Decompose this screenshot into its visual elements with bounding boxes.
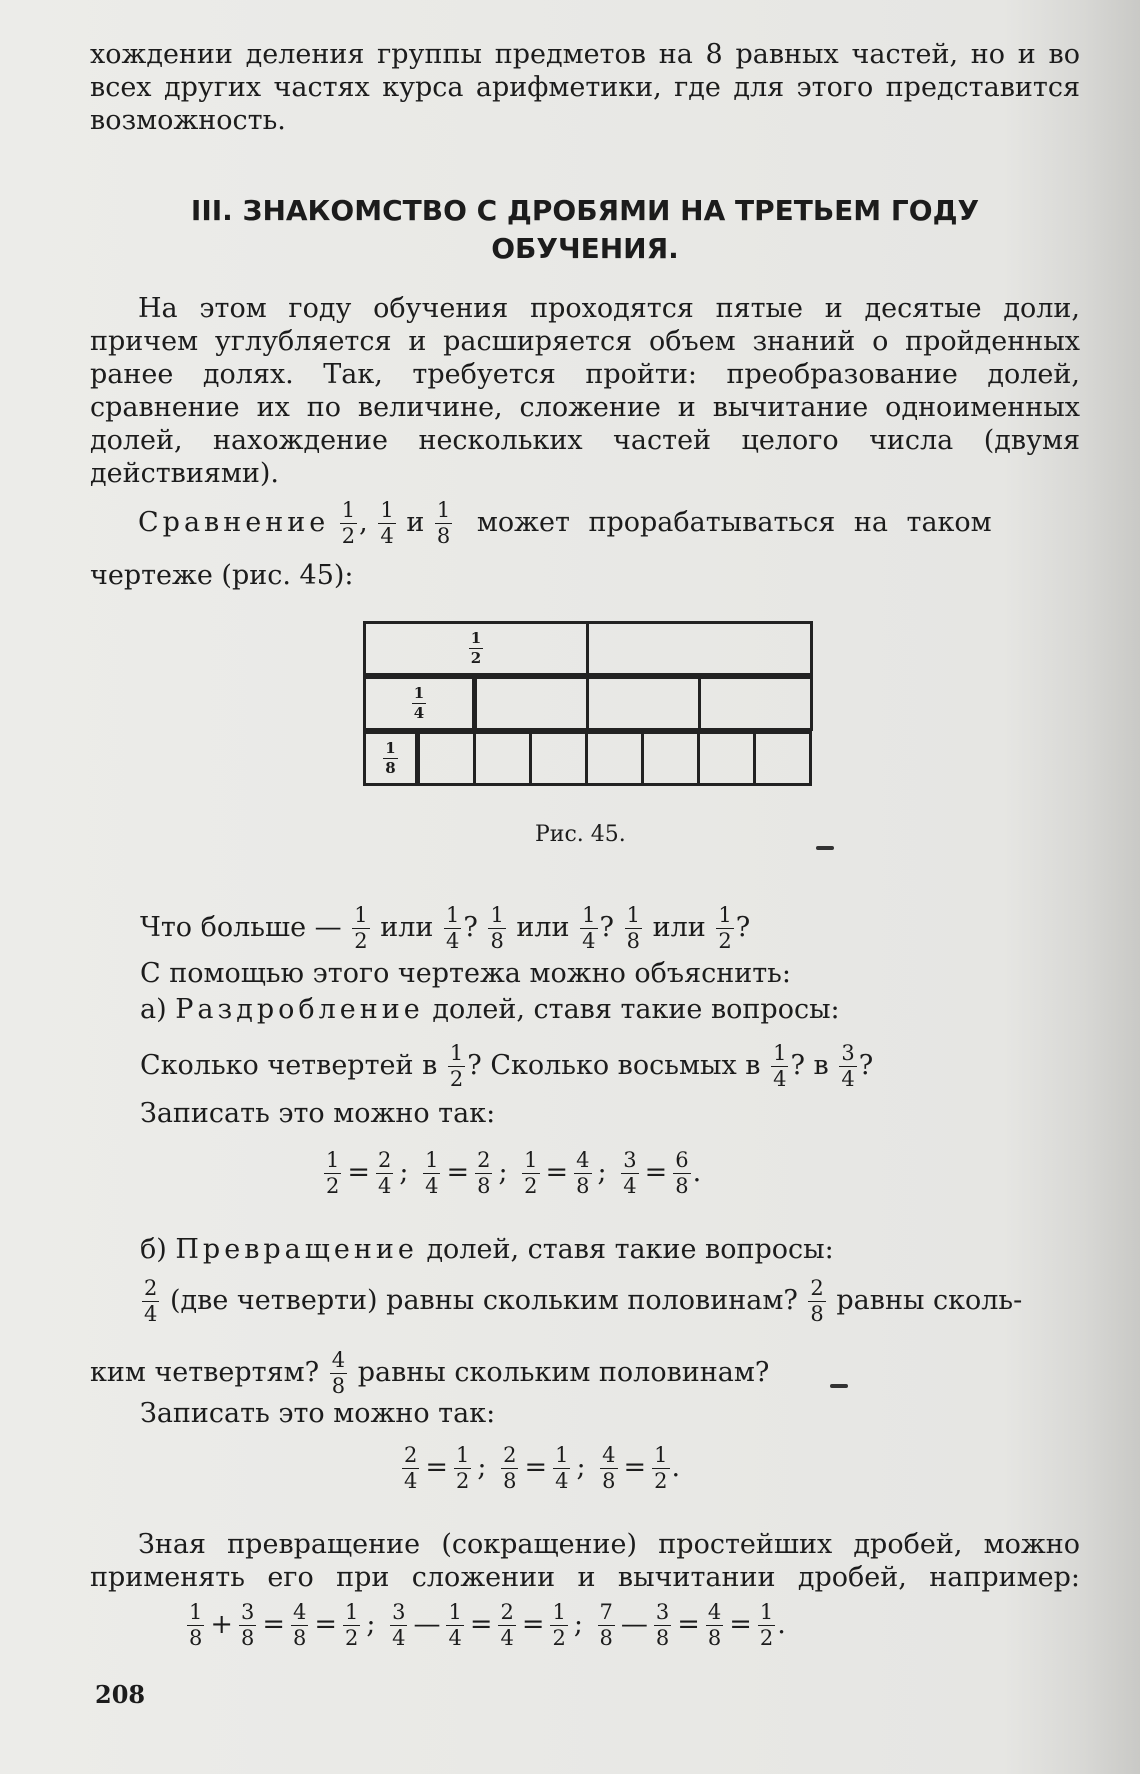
fraction: $\frac{2}{4}$ [144,1276,158,1326]
cell-quarter [363,676,477,731]
fraction: $\frac{1}{2}$ [354,903,368,953]
fraction: $\frac{2}{8}$ [810,1276,824,1326]
row-quarters [363,676,813,731]
section-heading-line1: III. ЗНАКОМСТВО С ДРОБЯМИ НА ТРЕТЬЕМ ГОДУ [190,194,980,227]
cell-eighth [529,731,588,786]
item-a-line: а) Раздробление долей, ставя такие вопросы: [140,994,840,1025]
cell-eighth [417,731,476,786]
fraction: $\frac{1}{2}$ [449,1041,464,1091]
item-b-line: б) Превращение долей, ставя такие вопросы: [140,1234,834,1265]
fraction: $\frac{1}{2}$ [341,498,356,548]
cell-eighth [585,731,644,786]
help-line: С помощью этого чертежа можно объяснить: [140,958,791,989]
fraction: $\frac{1}{2}$ [654,1443,668,1493]
fraction: $\frac{1}{8}$ [490,903,504,953]
fraction: $\frac{1}{8}$ [385,739,396,777]
figure-45-fraction-chart [363,621,813,787]
fraction: $\frac{4}{8}$ [293,1600,307,1650]
cell-eighth [753,731,812,786]
fraction: $\frac{1}{4}$ [555,1443,569,1493]
fraction: $\frac{2}{4}$ [404,1443,418,1493]
intro-paragraph: На этом году обучения проходятся пятые и десятые доли, причем углубляется и расширяется объем знаний о пройденных ранее долях. Так, требуется пройти: преобразование долей, сравнение их по величине, сложение и вычитание одноименных долей, нахождение нескольких частей целого числа (двумя действиями). [90,293,1080,489]
fraction: $\frac{2}{8}$ [477,1148,491,1198]
fraction: $\frac{4}{8}$ [707,1600,722,1650]
compare-term: Сравнение [138,507,330,538]
page-number: 208 [95,1680,146,1709]
fraction: $\frac{3}{8}$ [241,1600,255,1650]
cell-quarter [698,676,813,731]
cell-half [363,621,589,676]
fraction: $\frac{3}{4}$ [623,1148,637,1198]
question-line: Что больше — $\frac{1}{2}$ или $\frac{1}{4}$ ? $\frac{1}{8}$ или $\frac{1}{4}$ ? $\frac{1}{8}$ или $\frac{1}{2}$ ? [140,903,751,953]
fraction: $\frac{6}{8}$ [675,1148,689,1198]
equations-b: $\frac{2}{4}$ = $\frac{1}{2}$ ; $\frac{2}{8}$ = $\frac{1}{4}$ ; $\frac{4}{8}$ = $\frac{1}{2}$ . [404,1443,681,1493]
fraction: $\frac{3}{4}$ [392,1600,406,1650]
fraction: $\frac{1}{4}$ [380,498,394,548]
item-b-questions: $\frac{2}{4}$ (две четверти) равны скольким половинам? $\frac{2}{8}$ равны сколь- [144,1276,1023,1326]
fraction: $\frac{1}{2}$ [456,1443,470,1493]
fraction: $\frac{2}{4}$ [378,1148,392,1198]
final-paragraph: Зная превращение (сокращение) простейших дробей, можно применять его при сложении и вычитании дробей, например: [90,1529,1080,1593]
fraction: $\frac{3}{8}$ [655,1600,670,1650]
fraction: $\frac{4}{8}$ [576,1148,590,1198]
equations-a: $\frac{1}{2}$ = $\frac{2}{4}$ ; $\frac{1}{4}$ = $\frac{2}{8}$ ; $\frac{1}{2}$ = $\frac{4}{8}$ ; $\frac{3}{4}$ = $\frac{6}{8}$ . [326,1148,702,1198]
fraction: $\frac{1}{4}$ [448,1600,462,1650]
fraction: $\frac{1}{2}$ [718,903,732,953]
top-paragraph: хождении деления группы предметов на 8 равных частей, но и во всех других частях курса арифметики, где для этого представится возможность. [90,39,1080,136]
cell-quarter [474,676,589,731]
item-b-questions-2: ким четвертям? $\frac{4}{8}$ равны скольким половинам? [90,1348,770,1398]
fraction: $\frac{1}{2}$ [552,1600,566,1650]
write-it-line: Записать это можно так: [140,1098,496,1129]
section-heading-line2: ОБУЧЕНИЯ. [491,232,679,265]
fraction: $\frac{7}{8}$ [599,1600,613,1650]
equations-c: $\frac{1}{8}$ + $\frac{3}{8}$ = $\frac{4}{8}$ = $\frac{1}{2}$ ; $\frac{3}{4}$ — $\frac{1}{4}$ = $\frac{2}{4}$ = $\frac{1}{2}$ ; $\frac{7}{8}$ — $\frac{3}{8}$ = $\frac{4}{8}$ = $\frac{1}{2}$ . [189,1600,786,1650]
fraction: $\frac{1}{2}$ [759,1600,774,1650]
compare-line: Сравнение $\frac{1}{2}$ , $\frac{1}{4}$ и $\frac{1}{8}$ может прорабатываться на таком [138,498,992,548]
fraction: $\frac{1}{8}$ [436,498,451,548]
fraction: $\frac{1}{8}$ [189,1600,203,1650]
compare-line-2: чертеже (рис. 45): [90,560,354,591]
fraction: $\frac{4}{8}$ [602,1443,616,1493]
write-it-line-2: Записать это можно так: [140,1398,496,1429]
fraction: $\frac{1}{4}$ [445,903,460,953]
figure-caption: Рис. 45. [535,822,626,847]
fraction: $\frac{1}{2}$ [326,1148,340,1198]
print-smudge [830,1384,848,1388]
fraction: $\frac{1}{4}$ [425,1148,439,1198]
print-smudge [816,846,834,850]
row-halves [363,621,813,676]
fraction: $\frac{4}{8}$ [331,1348,346,1398]
fraction: $\frac{1}{2}$ [524,1148,538,1198]
fraction: $\frac{1}{4}$ [582,903,596,953]
fraction: $\frac{1}{8}$ [626,903,640,953]
fraction: $\frac{2}{8}$ [503,1443,517,1493]
cell-half [586,621,813,676]
fraction: $\frac{1}{2}$ [345,1600,359,1650]
fraction: $\frac{3}{4}$ [841,1041,855,1091]
cell-eighth [641,731,700,786]
row-eighths [363,731,813,786]
item-a-questions: Сколько четвертей в $\frac{1}{2}$ ? Сколько восьмых в $\frac{1}{4}$ ? в $\frac{3}{4}$ ? [140,1041,874,1091]
fraction: $\frac{1}{4}$ [413,684,425,722]
cell-eighth [363,731,420,786]
fraction: $\frac{1}{4}$ [773,1041,787,1091]
fraction: $\frac{1}{2}$ [470,629,482,667]
cell-eighth [473,731,532,786]
cell-quarter [586,676,701,731]
fraction: $\frac{2}{4}$ [500,1600,514,1650]
cell-eighth [697,731,756,786]
